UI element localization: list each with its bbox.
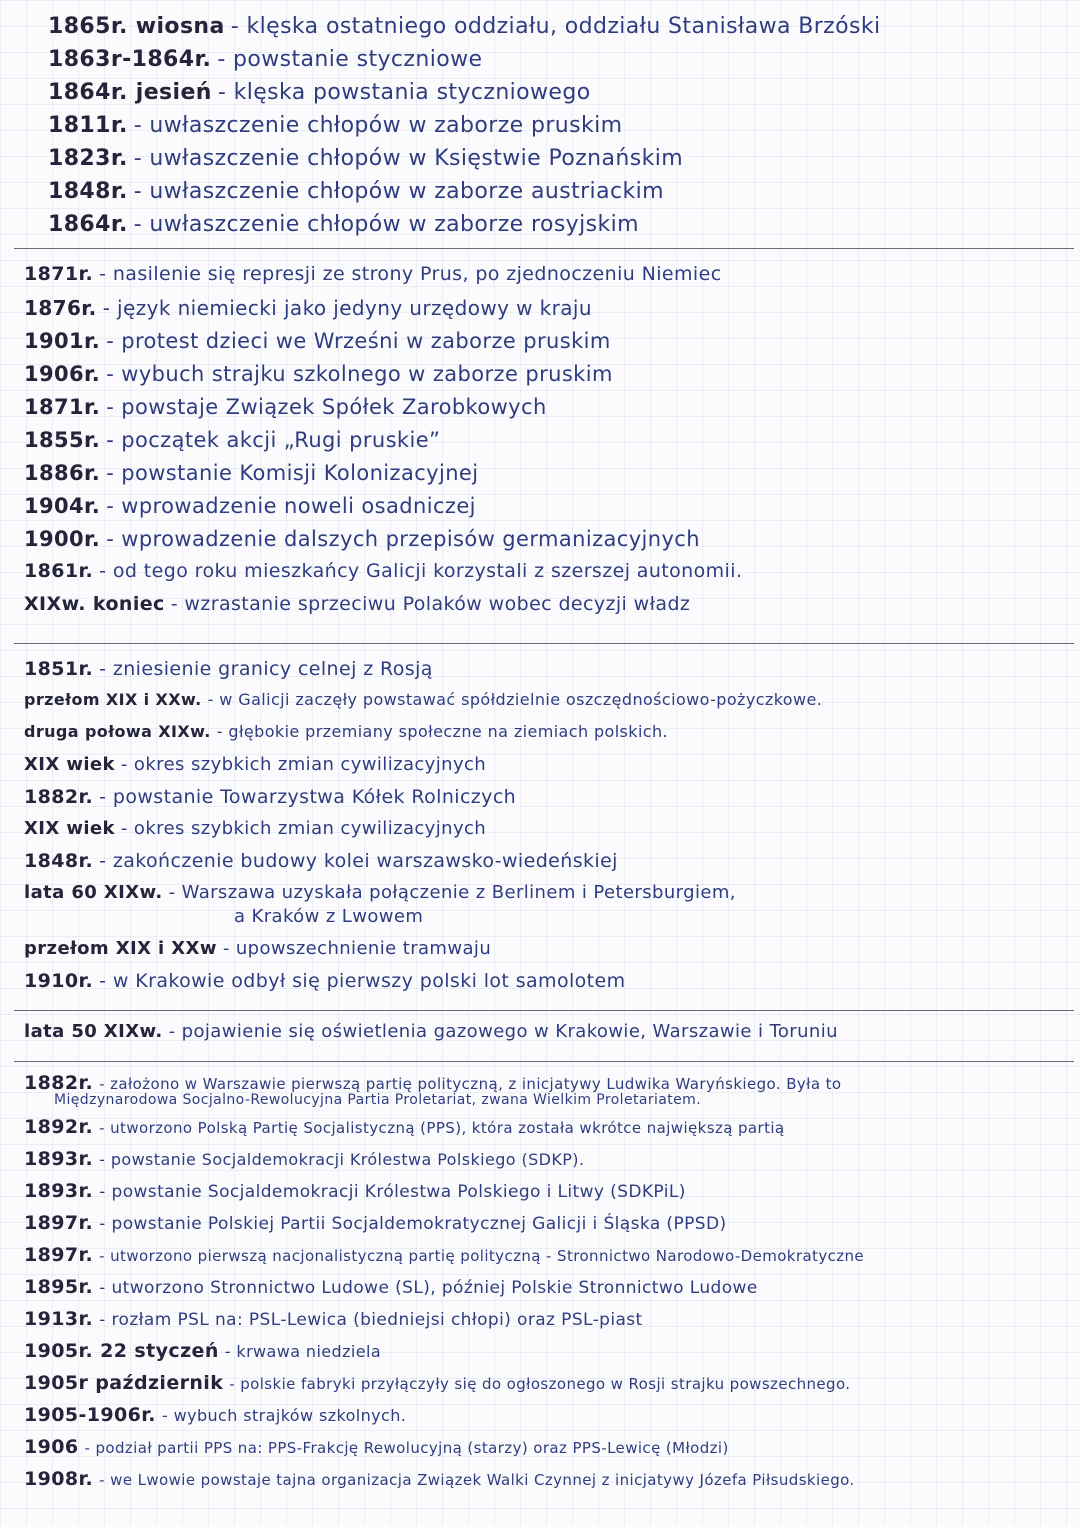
entry-text: - krwawa niedziela — [224, 1342, 382, 1361]
timeline-entry — [48, 212, 1080, 245]
entry-date: 1906 — [24, 1436, 79, 1458]
entry-text: - rozłam PSL na: PSL-Lewica (biedniejsi chłopi) oraz PSL-piast — [99, 1310, 643, 1330]
timeline-entry — [24, 1244, 1080, 1276]
timeline-entry — [24, 1148, 1080, 1180]
timeline-entry — [24, 593, 1080, 626]
entry-date: 1905-1906r. — [24, 1404, 156, 1426]
timeline-entry — [24, 1372, 1080, 1404]
entry-text: - upowszechnienie tramwaju — [222, 938, 492, 959]
entry-date: 1882r. — [24, 1072, 94, 1092]
entry-text: - podział partii PPS na: PPS-Frakcję Rewolucyjną (starzy) oraz PPS-Lewicę (Młodzi) — [84, 1439, 729, 1457]
entry-date: 1900r. — [24, 527, 101, 551]
entry-text: - założono w Warszawie pierwszą partię polityczną, z inicjatywy Ludwika Waryńskiego. Była to — [99, 1075, 842, 1092]
entry-text: - klęska powstania styczniowego — [217, 80, 591, 105]
entry-date: 1811r. — [48, 113, 128, 138]
section-partie-polityczne — [0, 1062, 1080, 1527]
entry-text: - uwłaszczenie chłopów w zaborze rosyjskim — [133, 212, 639, 237]
entry-date: 1863r-1864r. — [48, 47, 212, 72]
entry-date: 1895r. — [24, 1276, 94, 1298]
timeline-entry — [24, 428, 1080, 461]
timeline-entry — [48, 179, 1080, 212]
entry-text: - nasilenie się represji ze strony Prus, po zjednoczeniu Niemiec — [99, 263, 722, 285]
timeline-entry — [24, 1276, 1080, 1308]
timeline-entry — [48, 47, 1080, 80]
entry-text: - głębokie przemiany społeczne na ziemiach polskich. — [216, 722, 669, 741]
entry-text: - utworzono Stronnictwo Ludowe (SL), później Polskie Stronnictwo Ludowe — [99, 1278, 758, 1298]
entry-text: - powstanie Socjaldemokracji Królestwa Polskiego i Litwy (SDKPiL) — [99, 1182, 686, 1202]
timeline-entry — [48, 146, 1080, 179]
entry-text: - powstaje Związek Spółek Zarobkowych — [106, 395, 547, 419]
timeline-entry — [24, 1180, 1080, 1212]
entry-date: 1851r. — [24, 658, 94, 680]
timeline-entry — [24, 754, 1080, 786]
entry-text: - język niemiecki jako jedyny urzędowy w kraju — [102, 296, 592, 320]
entry-date: 1893r. — [24, 1180, 94, 1202]
timeline-entry — [24, 362, 1080, 395]
entry-date: 1864r. — [48, 212, 128, 237]
timeline-entry — [24, 527, 1080, 560]
section-uwlaszczenie — [0, 0, 1080, 248]
entry-text: - od tego roku mieszkańcy Galicji korzystali z szerszej autonomii. — [99, 560, 743, 582]
entry-date: 1871r. — [24, 263, 94, 285]
entry-date: lata 50 XIXw. — [24, 1021, 163, 1042]
entry-date: druga połowa XIXw. — [24, 722, 211, 741]
timeline-entry — [24, 1072, 1080, 1092]
entry-text: - powstanie Komisji Kolonizacyjnej — [106, 461, 479, 485]
entry-text: - powstanie styczniowe — [217, 47, 483, 72]
entry-text: - klęska ostatniego oddziału, oddziału Stanisława Brzóski — [230, 14, 881, 39]
timeline-entry — [24, 1308, 1080, 1340]
timeline-entry — [48, 14, 1080, 47]
timeline-entry-continuation — [24, 1092, 1080, 1116]
entry-text: - okres szybkich zmian cywilizacyjnych — [120, 754, 487, 775]
entry-date: 1905r. 22 styczeń — [24, 1340, 219, 1362]
entry-text: - protest dzieci we Wrześni w zaborze pruskim — [106, 329, 611, 353]
entry-text-continuation: Międzynarodowa Socjalno-Rewolucyjna Partia Proletariat, zwana Wielkim Proletariatem. — [54, 1092, 702, 1108]
entry-text: - zniesienie granicy celnej z Rosją — [99, 658, 433, 680]
timeline-entry — [24, 494, 1080, 527]
section-przemiany — [0, 644, 1080, 1010]
timeline-entry — [24, 1116, 1080, 1148]
entry-date: 1848r. — [48, 179, 128, 204]
timeline-entry — [24, 1436, 1080, 1468]
timeline-entry — [24, 850, 1080, 882]
entry-text: - wybuch strajku szkolnego w zaborze pruskim — [106, 362, 613, 386]
timeline-entry — [24, 658, 1080, 690]
entry-text: - we Lwowie powstaje tajna organizacja Związek Walki Czynnej z inicjatywy Józefa Piłsudskiego. — [99, 1471, 855, 1489]
entry-text: - wzrastanie sprzeciwu Polaków wobec decyzji władz — [170, 593, 691, 615]
section-zabor-pruski — [0, 249, 1080, 643]
entry-text: - okres szybkich zmian cywilizacyjnych — [120, 818, 487, 839]
timeline-entry — [24, 722, 1080, 754]
entry-text: - utworzono pierwszą nacjonalistyczną partię polityczną - Stronnictwo Narodowo-Demokratyczne — [99, 1247, 865, 1265]
entry-text: - wprowadzenie dalszych przepisów germanizacyjnych — [106, 527, 700, 551]
section-oswietlenie — [0, 1011, 1080, 1061]
entry-text: - powstanie Polskiej Partii Socjaldemokratycznej Galicji i Śląska (PPSD) — [99, 1214, 727, 1234]
entry-text: - Warszawa uzyskała połączenie z Berlinem i Petersburgiem, — [168, 882, 736, 903]
timeline-entry-continuation — [24, 906, 1080, 938]
timeline-entry — [24, 263, 1080, 296]
entry-date: XIXw. koniec — [24, 593, 165, 615]
timeline-entry — [24, 1212, 1080, 1244]
entry-text: - uwłaszczenie chłopów w zaborze austriackim — [133, 179, 664, 204]
entry-date: 1861r. — [24, 560, 94, 582]
timeline-entry — [24, 786, 1080, 818]
entry-text: - utworzono Polską Partię Socjalistyczną (PPS), która została wkrótce największą partią — [99, 1119, 785, 1137]
timeline-entry — [24, 329, 1080, 362]
entry-text: - w Krakowie odbył się pierwszy polski lot samolotem — [99, 970, 626, 992]
timeline-entry — [24, 560, 1080, 593]
entry-text: - uwłaszczenie chłopów w zaborze pruskim — [133, 113, 623, 138]
entry-date: 1906r. — [24, 362, 101, 386]
entry-date: 1882r. — [24, 786, 94, 808]
entry-date: XIX wiek — [24, 754, 115, 775]
entry-text: - powstanie Socjaldemokracji Królestwa Polskiego (SDKP). — [99, 1150, 585, 1169]
timeline-entry — [24, 938, 1080, 970]
entry-date: 1864r. jesień — [48, 80, 212, 105]
entry-text: - w Galicji zaczęły powstawać spółdzielnie oszczędnościowo-pożyczkowe. — [207, 690, 823, 709]
entry-date: lata 60 XIXw. — [24, 882, 163, 903]
timeline-entry — [24, 690, 1080, 722]
entry-text: - uwłaszczenie chłopów w Księstwie Poznańskim — [133, 146, 684, 171]
timeline-entry — [48, 80, 1080, 113]
timeline-entry — [24, 1021, 1080, 1053]
entry-date: 1892r. — [24, 1116, 94, 1138]
entry-date: 1848r. — [24, 850, 94, 872]
entry-text: - pojawienie się oświetlenia gazowego w Krakowie, Warszawie i Toruniu — [168, 1021, 838, 1042]
entry-date: 1910r. — [24, 970, 94, 992]
timeline-entry — [24, 395, 1080, 428]
entry-date: 1893r. — [24, 1148, 94, 1170]
entry-date: 1897r. — [24, 1244, 94, 1266]
entry-text: - początek akcji „Rugi pruskie” — [106, 428, 441, 452]
entry-text: - zakończenie budowy kolei warszawsko-wiedeńskiej — [99, 850, 618, 872]
entry-text: - wybuch strajków szkolnych. — [161, 1406, 407, 1425]
entry-date: 1865r. wiosna — [48, 14, 225, 39]
entry-date: przełom XIX i XXw — [24, 938, 217, 959]
entry-date: 1905r październik — [24, 1372, 224, 1394]
timeline-entry — [24, 461, 1080, 494]
entry-date: 1886r. — [24, 461, 101, 485]
entry-date: 1855r. — [24, 428, 101, 452]
entry-date: 1913r. — [24, 1308, 94, 1330]
timeline-entry — [24, 818, 1080, 850]
timeline-entry — [24, 1468, 1080, 1500]
entry-date: 1897r. — [24, 1212, 94, 1234]
timeline-entry — [48, 113, 1080, 146]
timeline-entry — [24, 296, 1080, 329]
entry-text: - polskie fabryki przyłączyły się do ogłoszonego w Rosji strajku powszechnego. — [229, 1375, 851, 1393]
entry-date: XIX wiek — [24, 818, 115, 839]
entry-text-continuation: a Kraków z Lwowem — [234, 906, 424, 927]
entry-date: przełom XIX i XXw. — [24, 690, 202, 709]
entry-text: - wprowadzenie noweli osadniczej — [106, 494, 476, 518]
entry-date: 1876r. — [24, 296, 97, 320]
timeline-entry — [24, 1340, 1080, 1372]
entry-date: 1871r. — [24, 395, 101, 419]
entry-date: 1908r. — [24, 1468, 94, 1490]
entry-text: - powstanie Towarzystwa Kółek Rolniczych — [99, 786, 517, 808]
timeline-entry — [24, 1404, 1080, 1436]
entry-date: 1901r. — [24, 329, 101, 353]
timeline-entry — [24, 970, 1080, 1002]
entry-date: 1823r. — [48, 146, 128, 171]
entry-date: 1904r. — [24, 494, 101, 518]
